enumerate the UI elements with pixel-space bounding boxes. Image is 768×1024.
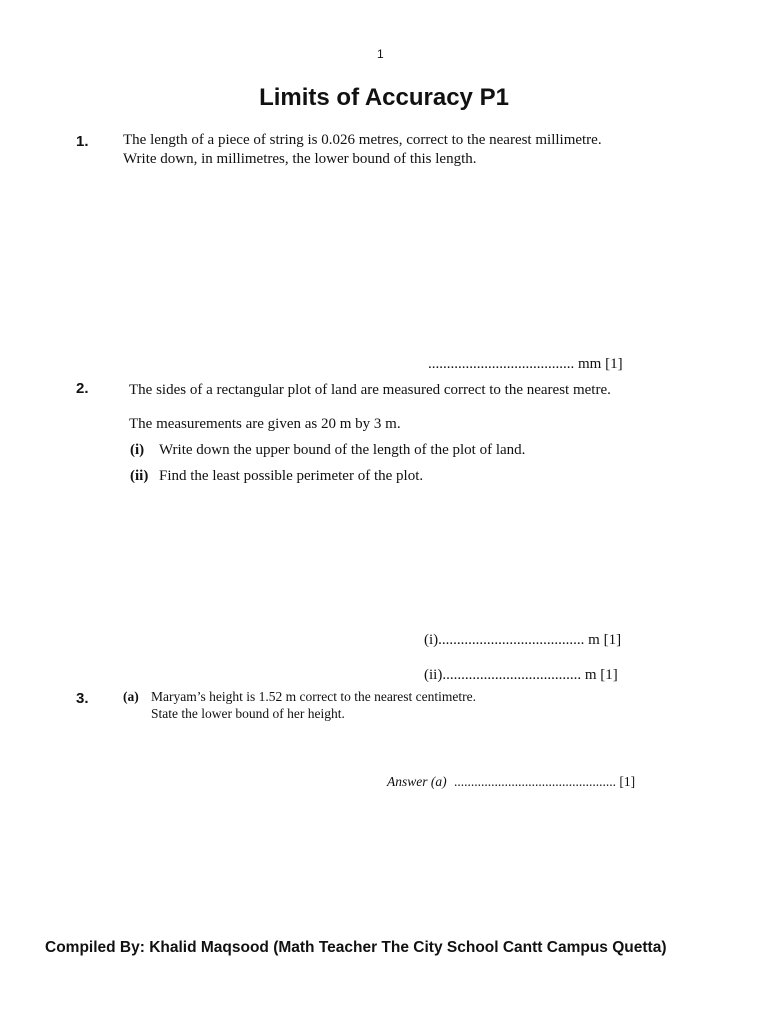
- question-2-answer-i-line: (i)....................................... m [1]: [424, 632, 622, 648]
- question-2-part-i-label: (i): [130, 442, 145, 458]
- question-3-answer-line: ................................................ [1]: [454, 774, 636, 789]
- question-2-part-i-text: Write down the upper bound of the length of the plot of land.: [159, 442, 526, 458]
- question-3-part-a-line-2: State the lower bound of her height.: [151, 706, 345, 721]
- question-2-line-1: The sides of a rectangular plot of land are measured correct to the nearest metre.: [129, 382, 611, 398]
- question-1-answer-line: ....................................... mm [1]: [428, 356, 623, 372]
- question-2-number: 2.: [76, 380, 89, 397]
- question-1-line-2: Write down, in millimetres, the lower bound of this length.: [123, 151, 477, 167]
- question-3-answer-prefix: Answer (a): [387, 774, 447, 789]
- footer-credit: Compiled By: Khalid Maqsood (Math Teacher The City School Cantt Campus Quetta): [45, 939, 667, 956]
- page-title: Limits of Accuracy P1: [259, 84, 509, 111]
- question-2-part-ii-label: (ii): [130, 468, 149, 484]
- question-3-number: 3.: [76, 690, 89, 707]
- question-1-number: 1.: [76, 133, 89, 150]
- question-2-part-ii-text: Find the least possible perimeter of the plot.: [159, 468, 424, 484]
- question-3-part-a-line-1: Maryam’s height is 1.52 m correct to the nearest centimetre.: [151, 689, 477, 704]
- question-1-line-1: The length of a piece of string is 0.026 metres, correct to the nearest millimetre.: [123, 132, 602, 148]
- page-number: 1: [377, 47, 384, 61]
- question-3-part-a-label: (a): [123, 689, 139, 704]
- question-2-answer-ii-line: (ii)..................................... m [1]: [424, 667, 618, 683]
- question-2-line-2: The measurements are given as 20 m by 3 m.: [129, 416, 401, 432]
